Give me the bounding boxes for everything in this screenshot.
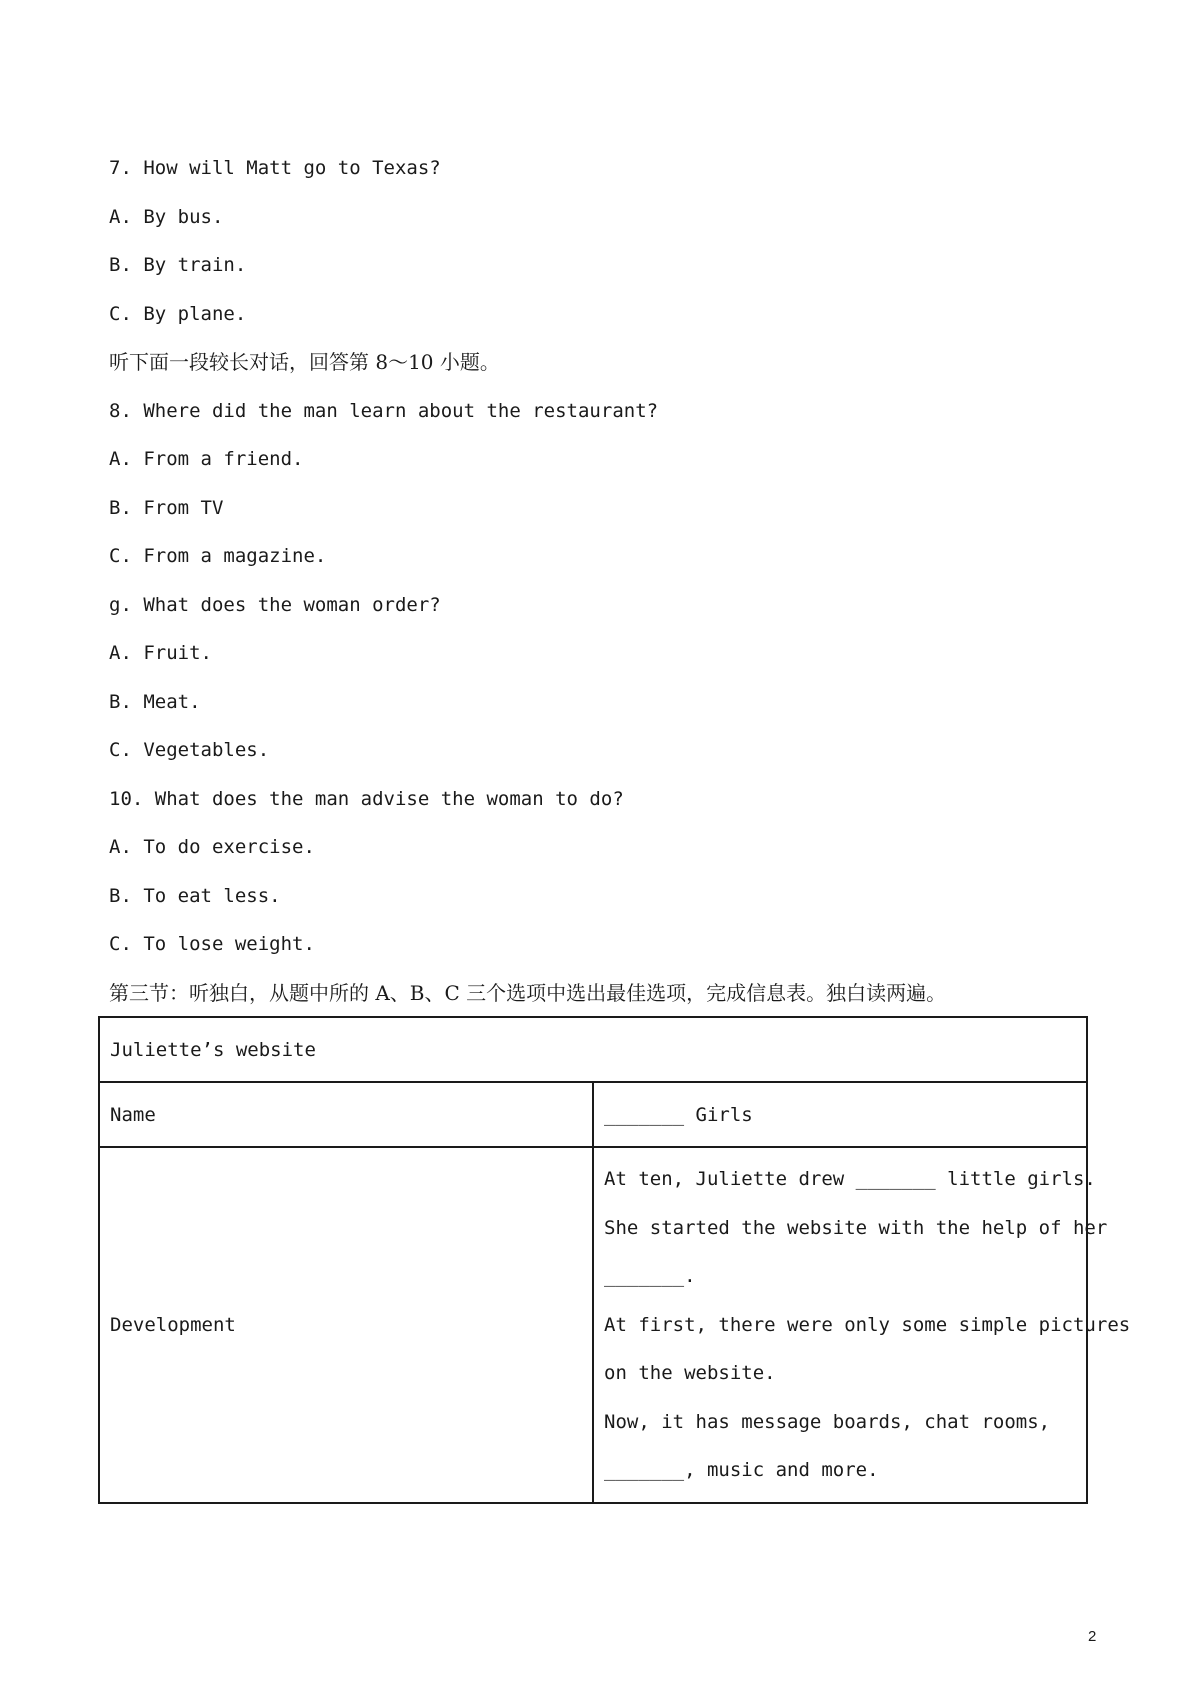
question-9: g. What does the woman order? [109, 594, 441, 616]
development-line: _______, music and more. [604, 1459, 879, 1482]
question-9-option-a: A. Fruit. [109, 642, 212, 664]
question-8-option-c: C. From a magazine. [109, 545, 327, 567]
question-9-option-c: C. Vegetables. [109, 739, 270, 761]
development-content [593, 1147, 1131, 1503]
development-line: Now, it has message boards, chat rooms, [604, 1410, 1051, 1433]
name-label: Name [99, 1082, 593, 1147]
instruction-monologue: 第三节：听独白，从题中所的 A、B、C 三个选项中选出最佳选项，完成信息表。独白读两遍。 [109, 981, 947, 1005]
development-line: on the website. [604, 1362, 776, 1385]
question-8-option-b: B. From TV [109, 497, 224, 519]
question-8: 8. Where did the man learn about the restaurant? [109, 400, 659, 422]
question-8-option-a: A. From a friend. [109, 448, 304, 470]
development-line: At ten, Juliette drew _______ little girls. [604, 1168, 1096, 1191]
info-table [98, 1016, 1131, 1504]
table-title: Juliette’s website [99, 1017, 1087, 1082]
development-line: _______. [604, 1265, 696, 1288]
development-line: At first, there were only some simple pictures [604, 1313, 1131, 1336]
development-label: Development [99, 1147, 593, 1503]
question-9-option-b: B. Meat. [109, 691, 201, 713]
table-row [99, 1147, 1087, 1503]
page-number: 2 [1088, 1628, 1097, 1645]
development-line: She started the website with the help of her [604, 1216, 1108, 1239]
table-row [99, 1082, 1087, 1147]
question-10-option-b: B. To eat less. [109, 885, 281, 907]
question-7: 7. How will Matt go to Texas? [109, 157, 441, 179]
question-10: 10. What does the man advise the woman to do? [109, 788, 624, 810]
question-7-option-a: A. By bus. [109, 206, 224, 228]
question-7-option-c: C. By plane. [109, 303, 247, 325]
table-row [99, 1017, 1087, 1082]
question-10-option-c: C. To lose weight. [109, 933, 315, 955]
question-10-option-a: A. To do exercise. [109, 836, 315, 858]
name-value: _______ Girls [593, 1082, 1087, 1147]
instruction-dialogue: 听下面一段较长对话，回答第 8～10 小题。 [109, 350, 500, 374]
question-7-option-b: B. By train. [109, 254, 247, 276]
